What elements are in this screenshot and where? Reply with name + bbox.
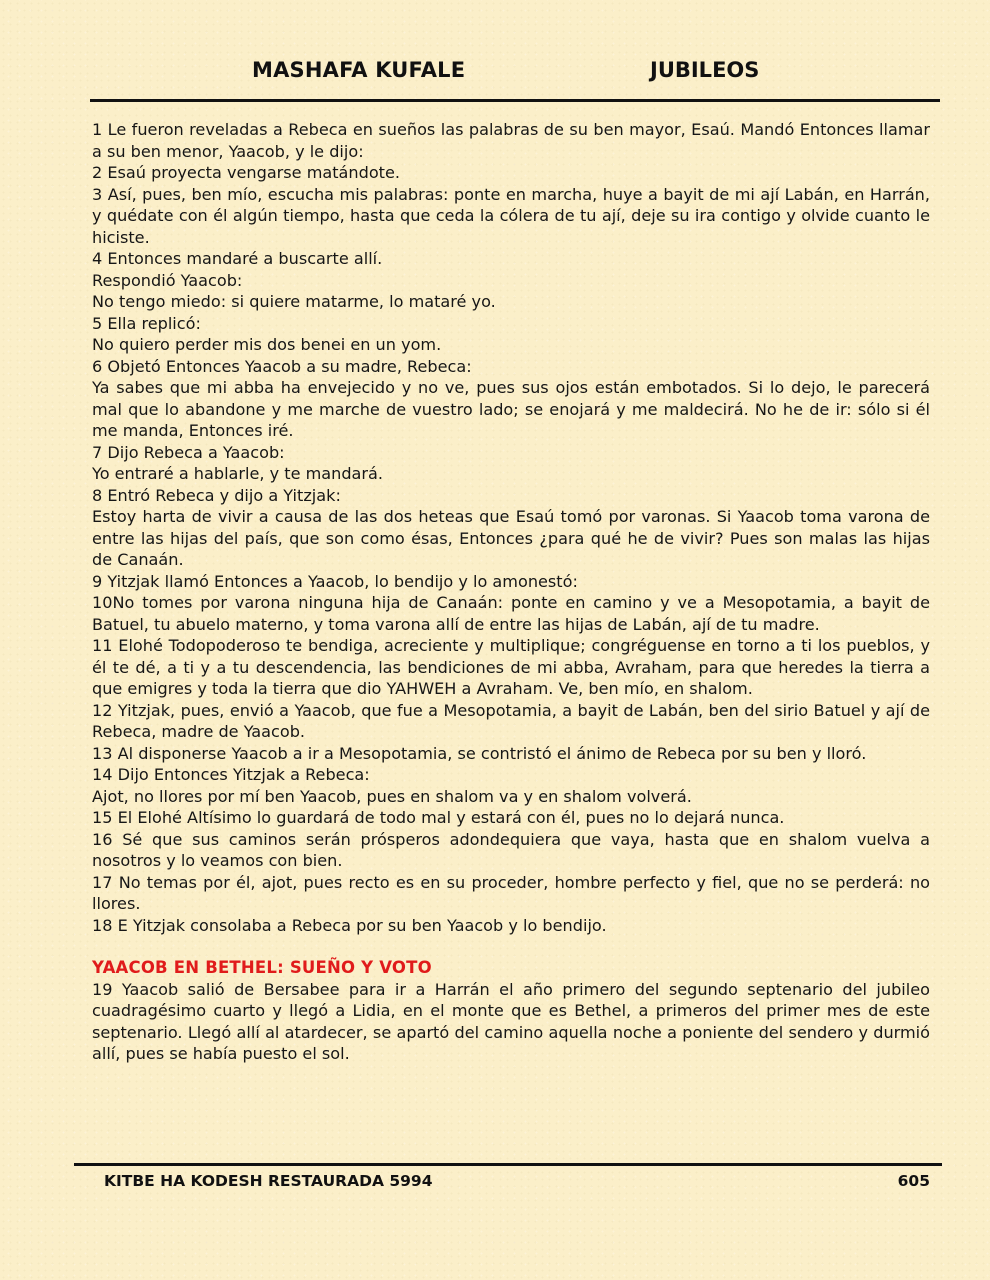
page-number: 605 [897,1172,930,1190]
header-book-title: MASHAFA KUFALE [252,58,466,82]
verse-paragraph: 7 Dijo Rebeca a Yaacob: [92,442,285,462]
verse-paragraph: 15 El Elohé Altísimo lo guardará de todo mal y estará con él, pues no lo dejará nunca. [92,808,785,827]
section-heading: YAACOB EN BETHEL: SUEÑO Y VOTO [92,958,432,977]
verse-paragraph: Ya sabes que mi abba ha envejecido y no ve, pues sus ojos están embotados. Si lo dejo, le parecerá mal que lo abandone y me marche de vuestro lado; se enojará y me maldecirá. No he de ir: sólo si él me manda, Entonces iré. [92,378,930,440]
footer-edition: KITBE HA KODESH RESTAURADA 5994 [104,1172,433,1190]
verse-paragraph: Respondió Yaacob: [92,270,243,290]
verse-paragraph: 12 Yitzjak, pues, envió a Yaacob, que fue a Mesopotamia, a bayit de Labán, ben del sirio Batuel y ají de Rebeca, madre de Yaacob. [92,700,930,741]
verse-paragraph: 14 Dijo Entonces Yitzjak a Rebeca: [92,765,370,784]
verse-paragraph: Estoy harta de vivir a causa de las dos heteas que Esaú tomó por varonas. Si Yaacob toma varona de entre las hijas del país, que son como ésas, Entonces ¿para qué he de vivir? Pues son malas las hijas de Canaán. [92,507,930,569]
verse-paragraph: 10No tomes por varona ninguna hija de Canaán: ponte en camino y ve a Mesopotamia, a bayit de Batuel, tu abuelo materno, y toma varona allí de entre las hijas de Labán, ají de tu madre. [92,593,930,634]
verse-paragraph: 1 Le fueron reveladas a Rebeca en sueños las palabras de su ben mayor, Esaú. Mandó Entonces llamar a su ben menor, Yaacob, y le dijo: [92,120,930,161]
verse-paragraph: 17 No temas por él, ajot, pues recto es en su proceder, hombre perfecto y fiel, que no se perderá: no llores. [92,872,930,913]
footer-divider [74,1163,942,1166]
section-spacer [92,936,930,957]
page-body [92,119,930,1065]
verse-paragraph: 9 Yitzjak llamó Entonces a Yaacob, lo bendijo y lo amonestó: [92,571,578,591]
verse-paragraph: No quiero perder mis dos benei en un yom. [92,335,442,354]
verse-paragraph: 5 Ella replicó: [92,313,201,333]
verse-paragraph: 18 E Yitzjak consolaba a Rebeca por su ben Yaacob y lo bendijo. [92,915,607,935]
verse-paragraph: 11 Elohé Todopoderoso te bendiga, acreciente y multiplique; congréguense en torno a ti los pueblos, y él te dé, a ti y a tu descendencia, las bendiciones de mi abba, Avraham, para que heredes la tierra a que emigres y toda la tierra que dio YAHWEH a Avraham. Ve, ben mío, en shalom. [92,636,930,698]
verse-paragraph: Yo entraré a hablarle, y te mandará. [92,464,384,483]
verse-paragraph: 19 Yaacob salió de Bersabee para ir a Harrán el año primero del segundo septenario del jubileo cuadragésimo cuarto y llegó a Lidia, en el monte que es Bethel, a primeros del primer mes de este septenario. Llegó allí al atardecer, se apartó del camino aquella noche a poniente del sendero y durmió allí, pues se había puesto el sol. [92,979,930,1063]
verse-paragraph: 16 Sé que sus caminos serán prósperos adondequiera que vaya, hasta que en shalom vuelva a nosotros y lo veamos con bien. [92,829,930,870]
page-header [90,58,940,90]
verse-paragraph: Ajot, no llores por mí ben Yaacob, pues en shalom va y en shalom volverá. [92,786,692,806]
verse-paragraph: 13 Al disponerse Yaacob a ir a Mesopotamia, se contristó el ánimo de Rebeca por su ben y lloró. [92,743,867,763]
verse-paragraph: 2 Esaú proyecta vengarse matándote. [92,163,400,182]
verse-paragraph: No tengo miedo: si quiere matarme, lo mataré yo. [92,292,496,311]
header-book-subtitle: JUBILEOS [650,58,760,82]
header-divider [90,99,940,102]
verse-paragraph: 4 Entonces mandaré a buscarte allí. [92,249,383,268]
verse-paragraph: 3 Así, pues, ben mío, escucha mis palabras: ponte en marcha, huye a bayit de mi ají Labán, en Harrán, y quédate con él algún tiempo, hasta que ceda la cólera de tu ají, deje su ira contigo y olvide cuanto le hiciste. [92,184,930,247]
verse-paragraph: 6 Objetó Entonces Yaacob a su madre, Rebeca: [92,356,472,376]
verse-paragraph: 8 Entró Rebeca y dijo a Yitzjak: [92,485,341,505]
